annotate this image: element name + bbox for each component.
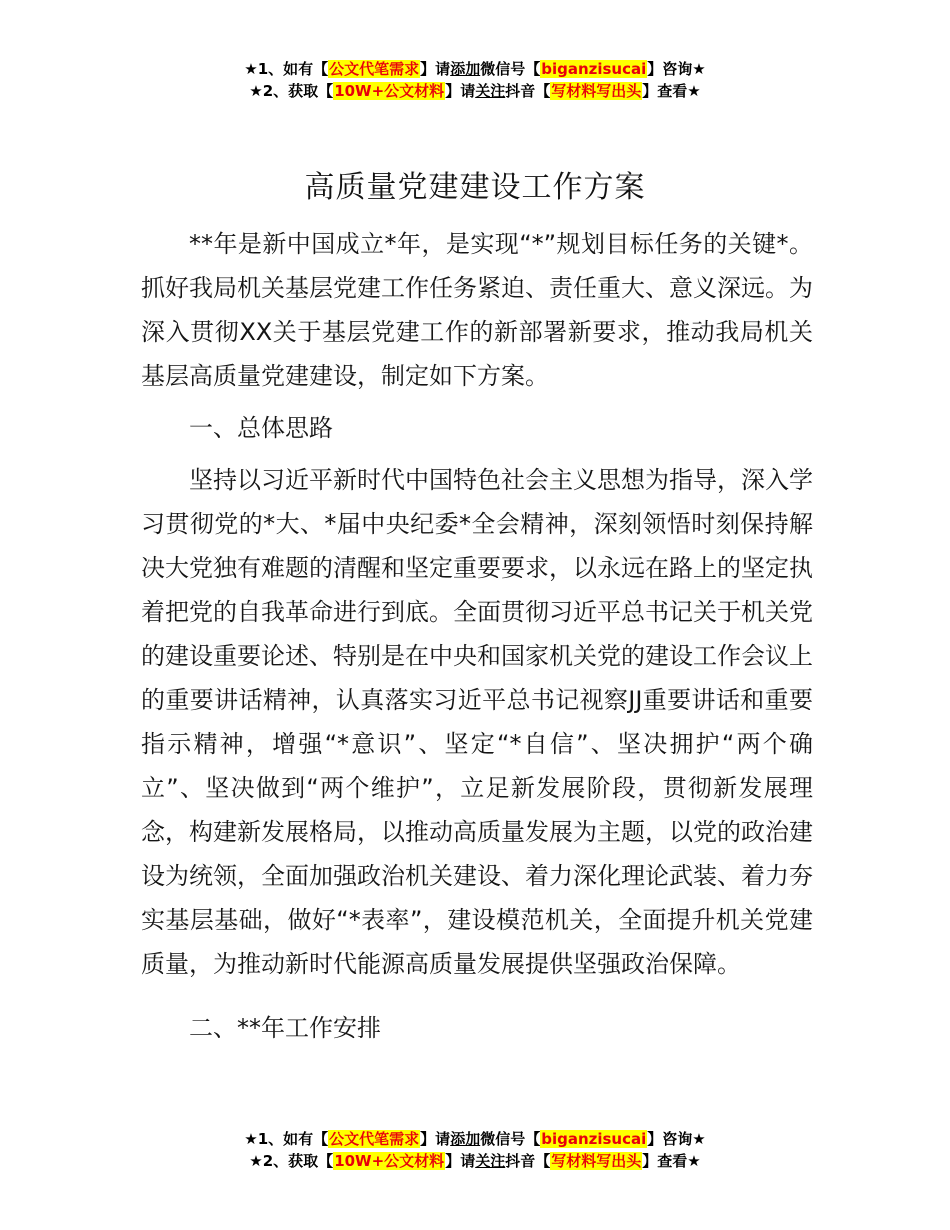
highlight-text: 写材料写出头: [551, 82, 642, 100]
banner-text: 】请: [445, 1152, 476, 1170]
highlight-text: 10W+公文材料: [334, 1152, 445, 1170]
banner-line-2: [0, 80, 950, 102]
underlined-text: 添加: [450, 60, 481, 78]
banner-text: 】请: [420, 1130, 451, 1148]
banner-text: 】咨询★: [647, 1130, 706, 1148]
header-banner: [0, 58, 950, 102]
highlight-text: 公文代笔需求: [329, 60, 420, 78]
banner-text: 微信号【: [480, 1130, 541, 1148]
banner-text: 】请: [420, 60, 451, 78]
highlight-text: 写材料写出头: [551, 1152, 642, 1170]
banner-text: 抖音【: [505, 82, 551, 100]
spacer: [141, 450, 813, 458]
intro-paragraph: **年是新中国成立*年，是实现“*”规划目标任务的关键*。抓好我局机关基层党建工作任务紧迫、责任重大、意义深远。为深入贯彻XX关于基层党建工作的新部署新要求，推动我局机关基层高质量党建建设，制定如下方案。: [141, 230, 813, 390]
banner-text: 】查看★: [642, 82, 701, 100]
banner-line-1: [0, 1128, 950, 1150]
highlight-text: biganzisucai: [541, 1130, 647, 1148]
spacer: [141, 398, 813, 406]
underlined-text: 关注: [475, 1152, 506, 1170]
banner-text: 微信号【: [480, 60, 541, 78]
highlight-text: biganzisucai: [541, 60, 647, 78]
banner-text: 】查看★: [642, 1152, 701, 1170]
banner-text: 】咨询★: [647, 60, 706, 78]
banner-line-1: [0, 58, 950, 80]
document-body: [141, 222, 813, 1050]
banner-text: ★2、获取【: [249, 1152, 334, 1170]
section-heading-1: 一、总体思路: [189, 414, 333, 442]
spacer: [141, 986, 813, 1006]
underlined-text: 关注: [475, 82, 506, 100]
highlight-text: 公文代笔需求: [329, 1130, 420, 1148]
document-title: 高质量党建建设工作方案: [304, 170, 646, 205]
banner-line-2: [0, 1150, 950, 1172]
underlined-text: 添加: [450, 1130, 481, 1148]
footer-banner: [0, 1128, 950, 1172]
section-heading-2: 二、**年工作安排: [189, 1014, 381, 1042]
banner-text: ★2、获取【: [249, 82, 334, 100]
banner-text: 】请: [445, 82, 476, 100]
body-paragraph-1: 坚持以习近平新时代中国特色社会主义思想为指导，深入学习贯彻党的*大、*届中央纪委*全会精神，深刻领悟时刻保持解决大党独有难题的清醒和坚定重要要求，以永远在路上的坚定执着把党的自我革命进行到底。全面贯彻习近平总书记关于机关党的建设重要论述、特别是在中央和国家机关党的建设工作会议上的重要讲话精神，认真落实习近平总书记视察JJ重要讲话和重要指示精神，增强“*意识”、坚定“*自信”、坚决拥护“两个确立”、坚决做到“两个维护”，立足新发展阶段，贯彻新发展理念，构建新发展格局，以推动高质量发展为主题，以党的政治建设为统领，全面加强政治机关建设、着力深化理论武装、着力夯实基层基础，做好“*表率”，建设模范机关，全面提升机关党建质量，为推动新时代能源高质量发展提供坚强政治保障。: [141, 466, 813, 978]
banner-text: 抖音【: [505, 1152, 551, 1170]
banner-text: ★1、如有【: [244, 60, 329, 78]
highlight-text: 10W+公文材料: [334, 82, 445, 100]
banner-text: ★1、如有【: [244, 1130, 329, 1148]
